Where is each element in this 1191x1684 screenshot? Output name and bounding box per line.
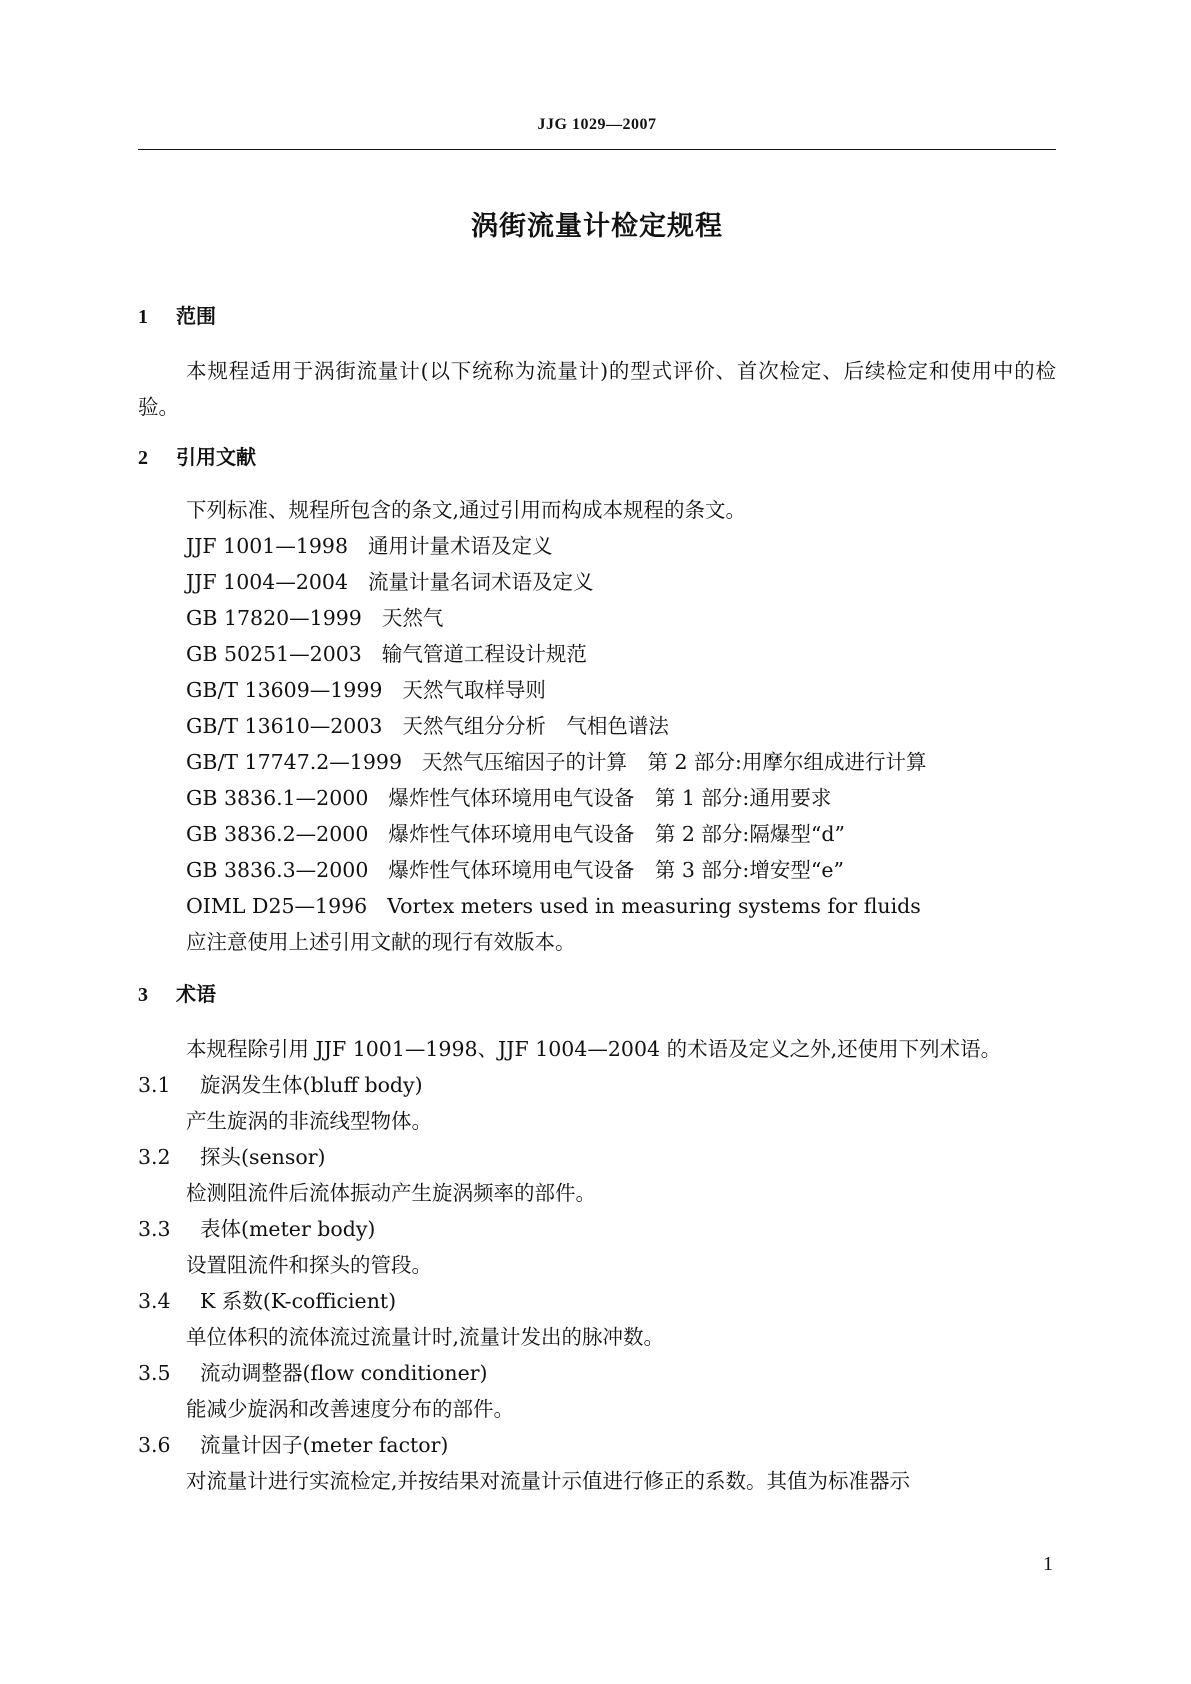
reference-code: GB/T 17747.2—1999 [186,750,402,774]
reference-title: 天然气组分分析 气相色谱法 [402,714,669,738]
reference-item [138,852,1056,888]
term-name: 流量计因子(meter factor) [200,1433,449,1457]
reference-item [138,708,1056,744]
term-heading [138,1067,1056,1103]
term-name: 流动调整器(flow conditioner) [200,1361,488,1385]
term-entry [138,1211,1056,1283]
section-title: 术语 [176,982,216,1006]
term-heading [138,1139,1056,1175]
section-heading-terms [138,976,1056,1013]
reference-code: GB 3836.1—2000 [186,786,369,810]
term-definition: 对流量计进行实流检定,并按结果对流量计示值进行修正的系数。其值为标准器示 [186,1469,911,1493]
reference-item [138,780,1056,816]
reference-title: 天然气 [381,606,444,630]
reference-title: 流量计量名词术语及定义 [368,570,594,594]
reference-code: GB 3836.3—2000 [186,858,369,882]
reference-title: 输气管道工程设计规范 [381,642,587,666]
term-definition: 能减少旋涡和改善速度分布的部件。 [186,1397,514,1421]
section-heading-references [138,439,1056,476]
term-definition: 产生旋涡的非流线型物体。 [186,1109,432,1133]
reference-title: Vortex meters used in measuring systems for fluids [387,894,921,918]
section-number: 1 [138,306,148,328]
references-intro: 下列标准、规程所包含的条文,通过引用而构成本规程的条文。 [186,498,747,522]
term-definition: 单位体积的流体流过流量计时,流量计发出的脉冲数。 [186,1325,665,1349]
terms-intro-paragraph: 本规程除引用 JJF 1001—1998、JJF 1004—2004 的术语及定义之外,还使用下列术语。 [186,1037,1002,1061]
reference-item [138,528,1056,564]
section-number: 2 [138,447,148,469]
reference-code: GB 17820—1999 [186,606,362,630]
term-number: 3.3 [138,1217,171,1241]
term-entry [138,1067,1056,1139]
term-entry [138,1139,1056,1211]
reference-code: OIML D25—1996 [186,894,368,918]
term-name: K 系数(K-cofficient) [200,1289,397,1313]
reference-title: 天然气压缩因子的计算 第 2 部分:用摩尔组成进行计算 [421,750,927,774]
reference-item [138,888,1056,924]
term-definition: 检测阻流件后流体振动产生旋涡频率的部件。 [186,1181,596,1205]
page-number: 1 [1043,1553,1053,1575]
term-number: 3.4 [138,1289,171,1313]
reference-title: 爆炸性气体环境用电气设备 第 2 部分:隔爆型“d” [388,822,845,846]
reference-code: JJF 1004—2004 [186,570,349,594]
document-title: 涡街流量计检定规程 [471,211,723,242]
term-heading [138,1355,1056,1391]
header-divider [138,149,1056,150]
reference-code: GB 50251—2003 [186,642,362,666]
scope-paragraph: 本规程适用于涡街流量计(以下统称为流量计)的型式评价、首次检定、后续检定和使用中的检验。 [138,359,1056,419]
reference-item [138,672,1056,708]
term-number: 3.6 [138,1433,171,1457]
reference-item [138,564,1056,600]
term-heading [138,1283,1056,1319]
reference-code: JJF 1001—1998 [186,534,349,558]
term-number: 3.2 [138,1145,171,1169]
section-title: 引用文献 [176,445,256,469]
references-note: 应注意使用上述引用文献的现行有效版本。 [186,930,576,954]
reference-item [138,600,1056,636]
document-code-header: JJG 1029—2007 [537,116,657,133]
term-name: 旋涡发生体(bluff body) [200,1073,423,1097]
reference-title: 天然气取样导则 [402,678,546,702]
reference-title: 爆炸性气体环境用电气设备 第 1 部分:通用要求 [388,786,832,810]
section-title: 范围 [176,304,216,328]
term-entry [138,1427,1056,1499]
reference-code: GB 3836.2—2000 [186,822,369,846]
term-definition: 设置阻流件和探头的管段。 [186,1253,432,1277]
reference-list [138,528,1056,924]
section-heading-scope [138,298,1056,335]
reference-item [138,816,1056,852]
term-name: 探头(sensor) [200,1145,326,1169]
reference-item [138,744,1056,780]
term-number: 3.5 [138,1361,171,1385]
term-number: 3.1 [138,1073,171,1097]
term-heading [138,1211,1056,1247]
reference-title: 通用计量术语及定义 [368,534,553,558]
term-entry [138,1283,1056,1355]
reference-title: 爆炸性气体环境用电气设备 第 3 部分:增安型“e” [388,858,844,882]
reference-item [138,636,1056,672]
term-heading [138,1427,1056,1463]
document-body [138,298,1056,1499]
reference-code: GB/T 13609—1999 [186,678,383,702]
section-number: 3 [138,984,148,1006]
reference-code: GB/T 13610—2003 [186,714,383,738]
term-entry [138,1355,1056,1427]
term-name: 表体(meter body) [200,1217,376,1241]
